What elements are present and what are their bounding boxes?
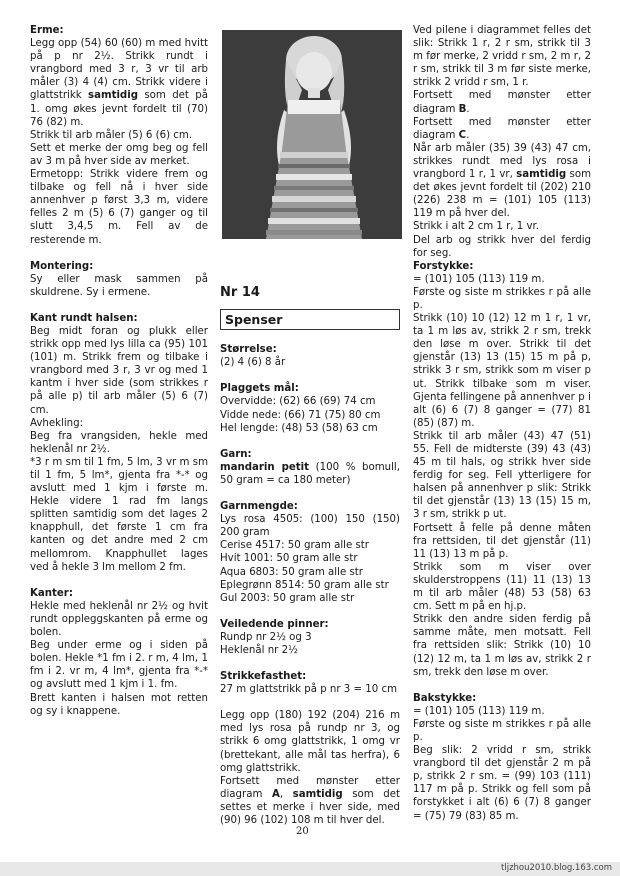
left-column [30, 24, 208, 718]
heading-kanter: Kanter: [30, 587, 73, 599]
forstykke-p6: Strikk som m viser over skulderstroppens (11) 11 (13) 13 m til arb måler (48) 53 (58) 63 cm. Sett m på en hj.p. [413, 561, 591, 613]
forstykke-p7: Strikk den andre siden ferdig på samme måte, men motsatt. Fell fra rettsiden slik: Strikk (10) 10 (12) 12 m, ta 1 m løs av, strikk 2 r sm, trekk den løse m over. [413, 614, 591, 678]
heading-garnmengde: Garnmengde: [220, 501, 298, 513]
heading-forstykke: Forstykke: [413, 260, 474, 272]
girl-photo [222, 30, 402, 239]
page-number: 20 [296, 826, 309, 837]
pinner-line-1: Rundp nr 2½ og 3 [220, 631, 312, 643]
forstykke-p4: Strikk til arb måler (43) 47 (51) 55. Fell de midterste (39) 43 (43) 45 m til hals, og strikk hver side ferdig for seg. Fell ytterligere for halsen på annenhver p slik: Strikk til det gjenstår (13) 13 (15) 15 m, 3 r sm, strikk p ut. [413, 430, 591, 521]
pinner-line-2: Heklenål nr 2½ [220, 644, 298, 656]
right-p3: Fortsett med mønster etter diagram C. [413, 116, 591, 141]
pattern-number: Nr 14 [220, 285, 260, 300]
bakstykke-p2: Første og siste m strikkes r på alle p. [413, 718, 591, 743]
kanter-text3: Brett kanten i halsen mot retten og sy i knappene. [30, 692, 208, 717]
erme-p2: Strikk til arb måler (5) 6 (6) cm. [30, 129, 193, 141]
pattern-title-box: Spenser [220, 309, 400, 330]
heading-garn: Garn: [220, 448, 252, 460]
erme-p4: Ermetopp: Strikk videre frem og tilbake og fell nå i hver side annenhver p først 3,3 m, videre felles 2 m (5) 6 (7) ganger og til slutt 3,4,5 m. Fell av de resterende m. [30, 169, 208, 246]
middle-column [220, 286, 400, 827]
garnmengde-line-3: Hvit 1001: 50 gram alle str [220, 553, 358, 565]
heading-erme: Erme: [30, 25, 64, 36]
montering-text: Sy eller mask sammen på skuldrene. Sy i ermene. [30, 273, 208, 298]
right-column [413, 24, 591, 823]
garnmengde-line-6: Gul 2003: 50 gram alle str [220, 592, 355, 604]
right-p5: Strikk i alt 2 cm 1 r, 1 vr. [413, 221, 539, 233]
legg-opp-text: Legg opp (180) 192 (204) 216 m med lys rosa på rundp nr 3, og strikk 6 omg glattstrikk, 1 omg vr (brettekant, alle mål tas herfra), 6 omg glattstrikk. [220, 710, 400, 774]
heading-strikkefasthet: Strikkefasthet: [220, 671, 307, 683]
plagg-line-3: Hel lengde: (48) 53 (58) 63 cm [220, 422, 378, 434]
plagg-line-2: Vidde nede: (66) 71 (75) 80 cm [220, 409, 381, 421]
heading-storrelse: Størrelse: [220, 344, 277, 356]
strikkefasthet-text: 27 m glattstrikk på p nr 3 = 10 cm [220, 684, 398, 696]
heading-montering: Montering: [30, 260, 94, 272]
bakstykke-p3: Beg slik: 2 vridd r sm, strikk vrangbord til det gjenstår 2 m på p, strikk 2 r sm. = (99) 103 (111) 117 m på p. Strikk og fell som på forstykket i alt (6) 6 (7) 8 ganger = (75) 79 (83) 85 m. [413, 745, 591, 822]
kant-text: Beg midt foran og plukk eller strikk opp med lys lilla ca (95) 101 (101) m. Strikk frem og tilbake i vrangbord med 3 r, 3 vr og med 1 kantm i hver side (som strikkes r på alle p) til arb måler (5) 6 (7) cm. [30, 325, 208, 416]
heading-pinner: Veiledende pinner: [220, 618, 329, 630]
garnmengde-line-2: Cerise 4517: 50 gram alle str [220, 540, 369, 552]
garnmengde-line-4: Aqua 6803: 50 gram alle str [220, 566, 363, 578]
right-p2: Fortsett med mønster etter diagram B. [413, 90, 591, 115]
right-p4: Når arb måler (35) 39 (43) 47 cm, strikkes rundt med lys rosa i vrangbord 1 r, 1 vr, samtidig som det økes jevnt fordelt til (202) 210 (226) 238 m = (101) 105 (113) 119 m på hver del. [413, 142, 591, 220]
avhekling-text2: *3 r m sm til 1 fm, 5 lm, 3 vr m sm til 1 fm, 5 lm*, gjenta fra *-* og avslutt med 1 kjm i første m. Hekle videre 1 rad fm langs splitten samtidig som det lages 2 knapphull, det første 1 cm fra kanten og det andre med 2 cm mellomrom. Knapphullet lages ved å hekle 3 lm mellom 2 fm. [30, 456, 208, 573]
heading-bakstykke: Bakstykke: [413, 692, 477, 704]
fortsett-text: Fortsett med mønster etter diagram A, samtidig som det settes et merke i hver side, med (90) 96 (102) 108 m til hver del. [220, 775, 401, 826]
forstykke-p2: Første og siste m strikkes r på alle p. [413, 286, 591, 311]
garnmengde-line-1: Lys rosa 4505: (100) 150 (150) 200 gram [220, 514, 400, 539]
heading-kant: Kant rundt halsen: [30, 312, 138, 324]
forstykke-p5: Fortsett å felle på denne måten fra rettsiden, til det gjenstår (11) 11 (13) 13 m på p. [413, 522, 591, 560]
avhekling-label: Avhekling: [30, 417, 84, 429]
forstykke-p3: Strikk (10) 10 (12) 12 m 1 r, 1 vr, ta 1 m løs av, strikk 2 r sm, trekk den løse m over. Strikk til det gjenstår (13) 13 (15) 15 m på p, strikk 3 r sm, strikk som m viser p ut. Strikk tilbake som m viser. Gjenta fellingene på annenhver p i alt (6) 6 (7) 8 ganger = (77) 81 (85) (87) m. [413, 313, 591, 429]
bakstykke-p1: = (101) 105 (113) 119 m. [413, 705, 545, 717]
heading-plaggets-mal: Plaggets mål: [220, 383, 299, 395]
kanter-text: Hekle med heklenål nr 2½ og hvit rundt oppleggskanten på erme og bolen. [30, 600, 208, 639]
right-p6: Del arb og strikk hver del ferdig for seg. [413, 234, 591, 259]
garn-text: mandarin petit (100 % bomull, 50 gram = ca 180 meter) [220, 461, 400, 486]
erme-p3: Sett et merke der omg beg og fell av 3 m på hver side av merket. [30, 142, 208, 167]
storrelse-text: (2) 4 (6) 8 år [220, 357, 286, 369]
plagg-line-1: Overvidde: (62) 66 (69) 74 cm [220, 396, 376, 408]
erme-text: Legg opp (54) 60 (60) m med hvitt på p nr 2½. Strikk rundt i vrangbord med 3 r, 3 vr til arb måler (3) 4 (4) cm. Strikk videre i glattstrikk samtidig som det på 1. omg økes jevnt fordelt til (70) 76 (82) m. [30, 38, 208, 128]
garnmengde-line-5: Eplegrønn 8514: 50 gram alle str [220, 579, 389, 591]
kanter-text2: Beg under erme og i siden på bolen. Hekle *1 fm i 2. r m, 4 lm, 1 fm i 2. vr m, 4 lm*, gjenta fra *-* og avslutt med 1 kjm i 1. fm. [30, 640, 208, 691]
photo-illustration [222, 30, 402, 239]
avhekling-text: Beg fra vrangsiden, hekle med heklenål nr 2½. [30, 430, 208, 455]
right-p1: Ved pilene i diagrammet felles det slik: Strikk 1 r, 2 r sm, strikk til 3 m før merke, 2 vridd r sm, 2 m r, 2 r sm, strikk til 3 m før siste merke, strikk 2 vridd r sm, 1 r. [413, 25, 591, 89]
footer-watermark: tljzhou2010.blog.163.com [501, 863, 612, 873]
forstykke-p1: = (101) 105 (113) 119 m. [413, 273, 545, 285]
